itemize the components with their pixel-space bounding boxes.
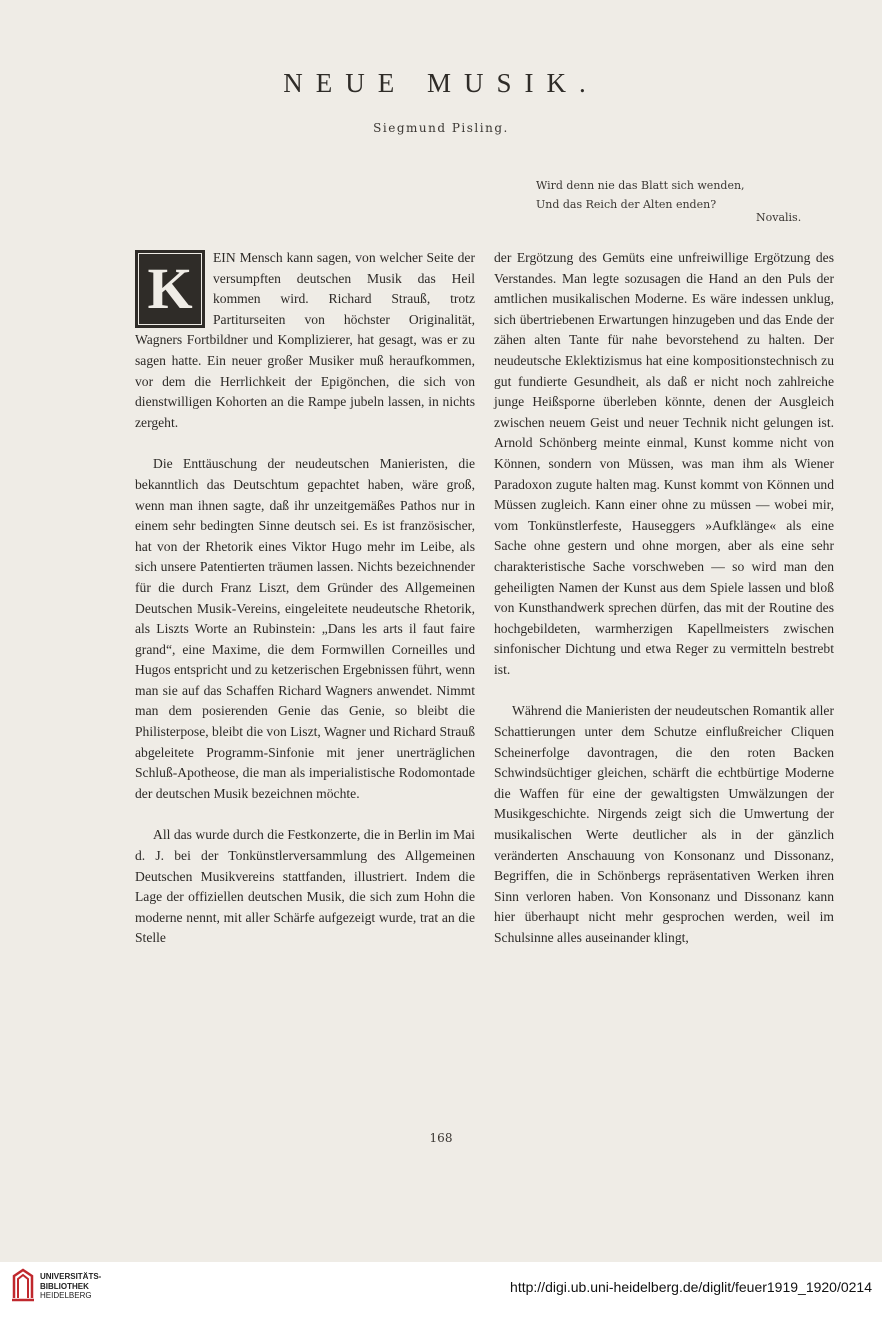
right-column xyxy=(494,248,834,949)
left-column xyxy=(135,248,475,949)
article-author: Siegmund Pisling. xyxy=(373,121,509,135)
article-title: NEUE MUSIK. xyxy=(283,68,599,98)
paragraph: Während die Manieristen der neudeutschen Romantik aller Schattierungen unter dem Schutze einflußreicher Cliquen Scheinerfolge davontragen, die den roten Backen Schwindsüchtiger gleichen, schärft die echtbürtige Moderne die Waffen für eine der gewaltigsten Umwälzungen der Musikgeschichte. Nirgends zeigt sich die Umwertung der musikalischen Werte deutlicher als in der gänzlich veränderten Anschauung von Konsonanz und Dissonanz, Begriffen, die in Schönbergs repräsentativen Werken ihren Sinn verloren haben. Von Konsonanz und Dissonanz kann hier überhaupt nicht mehr gesprochen werden, weil im Schulsinne alles auseinander klingt, xyxy=(494,703,834,945)
epigraph-line-2: Und das Reich der Alten enden? xyxy=(536,198,717,211)
page-number: 168 xyxy=(429,1131,453,1145)
library-name xyxy=(40,1272,101,1301)
library-name-line-1: UNIVERSITÄTS- xyxy=(40,1272,102,1281)
permalink-url[interactable]: http://digi.ub.uni-heidelberg.de/diglit/feuer1919_1920/0214 xyxy=(510,1279,872,1295)
epigraph-line-1: Wird denn nie das Blatt sich wenden, xyxy=(536,179,745,192)
epigraph xyxy=(536,176,745,214)
paragraph: Die Enttäuschung der neudeutschen Manieristen, die bekanntlich das Deutschtum gepachtet haben, wäre groß, wenn man ihnen sagte, daß ihr unzeitgemäßes Pathos nur in einem sehr bedingten Sinne deutsch sei. Es ist französischer, hat von der Rhetorik eines Viktor Hugo mehr im Leibe, als sich unsere Patentierten träumen lassen. Nichts bezeichnender für die durch Franz Liszt, dem Gründer des Allgemeinen Deutschen Musik-Vereins, eingeleitete neudeutsche Rhetorik, als Liszts Worte an Rubinstein: „Dans les arts il faut faire grand“, eine Maxime, die dem Formwillen Corneilles und Hugos entspricht und zu ketzerischen Ergebnissen führt, wenn man sie auf das Schaffen Richard Wagners anwendet. Nimmt man dem posierenden Genie das Genie, so bleibt die Philisterpose, bleibt die von Liszt, Wagner und Richard Strauß abgeleitete Programm-Sinfonie mit jener unerträglichen Schluß-Apotheose, die man als imperialistische Rodomontade der deutschen Musik bezeichnen möchte. xyxy=(135,456,475,801)
decorated-initial: K xyxy=(135,250,205,328)
paragraph xyxy=(135,248,475,433)
library-logo-icon xyxy=(10,1268,36,1302)
paragraph-text: EIN Mensch kann sagen, von welcher Seite der versumpften deutschen Musik das Heil kommen wird. Richard Strauß, trotz Partiturseiten von höchster Originalität, Wagners Fortbildner und Komplizierer, hat gesagt, was er zu sagen hatte. Ein neuer großer Musiker muß heraufkommen, vor dem die Herrlichkeit der Epigönchen, die sich von dienstwilligen Kohorten an die Rampe jubeln lassen, in nichts zergeht. xyxy=(135,250,475,430)
library-name-line-2: BIBLIOTHEK xyxy=(40,1281,89,1291)
library-name-line-3: HEIDELBERG xyxy=(40,1291,92,1300)
paragraph: der Ergötzung des Gemüts eine unfreiwillige Ergötzung des Verstandes. Man legte sozusagen die Hand an den Puls der amtlichen musikalischen Moderne. Es wäre indessen unklug, sich übertriebenen Erwartungen hinzugeben und das Ende der zähen alten Tante für nahe bevorstehend zu halten. Der neudeutsche Eklektizismus hat eine kompositionstechnisch zu gut fundierte Gesundheit, als daß er nicht noch zahlreiche junge Heißsporne überleben könnte, denen der Ausgleich zwischen neuem Geist und neuer Technik nicht gelungen ist. Arnold Schönberg meinte einmal, Kunst komme nicht von Können, sondern von Müssen, was man ihm als Wiener Paradoxon zugute halten mag. Kunst kommt von Können und Müssen zugleich. Kann einer ohne zu müssen — wobei mir, vom Tonkünstlerfeste, Hauseggers »Aufklänge« als eine Sache ohne gestern und ohne morgen, aber als eine sehr charakteristische Sache vorschweben — so wird man den geheiligten Namen der Kunst aus dem Spiele lassen und bloß von Kunsthandwerk sprechen dürfen, das mit der Routine des hochgebildeten, warmherzigen Kapellmeisters zwischen sinfonischer Dichtung und etwa Reger zu vermitteln bestrebt ist. xyxy=(494,250,834,677)
viewer-footer xyxy=(0,1262,882,1322)
paragraph: All das wurde durch die Festkonzerte, die in Berlin im Mai d. J. bei der Tonkünstlerversammlung des Allgemeinen Deutschen Musikvereins stattfanden, illustriert. Indem die Lage der offiziellen deutschen Musik, die sich zum Hohn die moderne nennt, mit aller Schärfe aufgezeigt wurde, trat an die Stelle xyxy=(135,827,475,946)
epigraph-source: Novalis. xyxy=(756,211,802,224)
